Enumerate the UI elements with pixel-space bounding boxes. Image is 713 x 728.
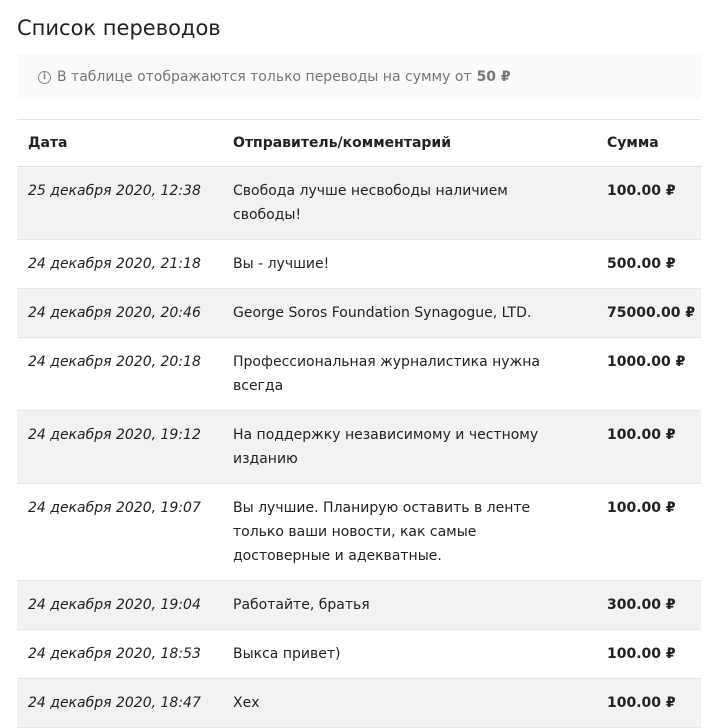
table-row: [17, 167, 701, 240]
column-header-date: Дата: [17, 120, 222, 167]
transfer-date: 24 декабря 2020, 21:18: [17, 240, 222, 289]
transfers-table: [17, 119, 701, 728]
transfer-comment: [222, 338, 596, 411]
transfer-comment-text: George Soros Foundation Synagogue, LTD.: [233, 305, 532, 321]
transfer-date: 24 декабря 2020, 19:04: [17, 581, 222, 630]
transfer-comment-text: На поддержку независимому и честному изданию: [233, 427, 539, 467]
transfer-comment: [222, 581, 596, 630]
table-row: [17, 630, 701, 679]
transfer-date: 24 декабря 2020, 20:18: [17, 338, 222, 411]
transfer-comment: [222, 289, 596, 338]
transfer-comment-text: Работайте, братья: [233, 597, 370, 613]
transfer-date: 24 декабря 2020, 18:53: [17, 630, 222, 679]
notice-text: В таблице отображаются только переводы на сумму от: [57, 69, 472, 85]
transfer-comment: [222, 679, 596, 728]
transfer-comment-text: Вы лучшие. Планирую оставить в ленте только ваши новости, как самые достоверные и адекватные.: [233, 500, 531, 564]
column-header-amount: Сумма: [596, 120, 701, 167]
transfer-date: 24 декабря 2020, 19:07: [17, 484, 222, 581]
transfer-amount: 100.00 ₽: [596, 679, 701, 728]
transfer-amount: 500.00 ₽: [596, 240, 701, 289]
notice-min-amount: 50 ₽: [476, 69, 511, 85]
transfer-date: 24 декабря 2020, 18:47: [17, 679, 222, 728]
transfer-comment: [222, 484, 596, 581]
info-notice: [17, 54, 701, 100]
table-row: [17, 411, 701, 484]
table-row: [17, 484, 701, 581]
info-icon: i: [38, 71, 51, 84]
table-row: [17, 289, 701, 338]
transfer-comment-text: Свобода лучше несвободы наличием свободы!: [233, 183, 508, 223]
transfer-amount: 75000.00 ₽: [596, 289, 701, 338]
transfer-comment-text: Хех: [233, 695, 260, 711]
transfer-amount: 100.00 ₽: [596, 630, 701, 679]
transfer-comment: [222, 167, 596, 240]
transfer-date: 24 декабря 2020, 19:12: [17, 411, 222, 484]
transfer-comment-text: Вы - лучшие!: [233, 256, 330, 272]
transfer-amount: 1000.00 ₽: [596, 338, 701, 411]
table-row: [17, 240, 701, 289]
table-row: [17, 338, 701, 411]
transfer-comment-text: Выкса привет): [233, 646, 341, 662]
transfer-comment: [222, 411, 596, 484]
transfer-comment: [222, 630, 596, 679]
transfer-amount: 100.00 ₽: [596, 411, 701, 484]
page-title: Список переводов: [17, 16, 221, 40]
transfer-amount: 100.00 ₽: [596, 167, 701, 240]
table-row: [17, 679, 701, 728]
transfer-comment: [222, 240, 596, 289]
transfer-date: 25 декабря 2020, 12:38: [17, 167, 222, 240]
table-row: [17, 581, 701, 630]
table-header-row: [17, 120, 701, 167]
transfer-date: 24 декабря 2020, 20:46: [17, 289, 222, 338]
transfer-comment-text: Профессиональная журналистика нужна всегда: [233, 354, 540, 394]
column-header-sender-comment: Отправитель/комментарий: [222, 120, 596, 167]
transfer-amount: 100.00 ₽: [596, 484, 701, 581]
transfer-amount: 300.00 ₽: [596, 581, 701, 630]
